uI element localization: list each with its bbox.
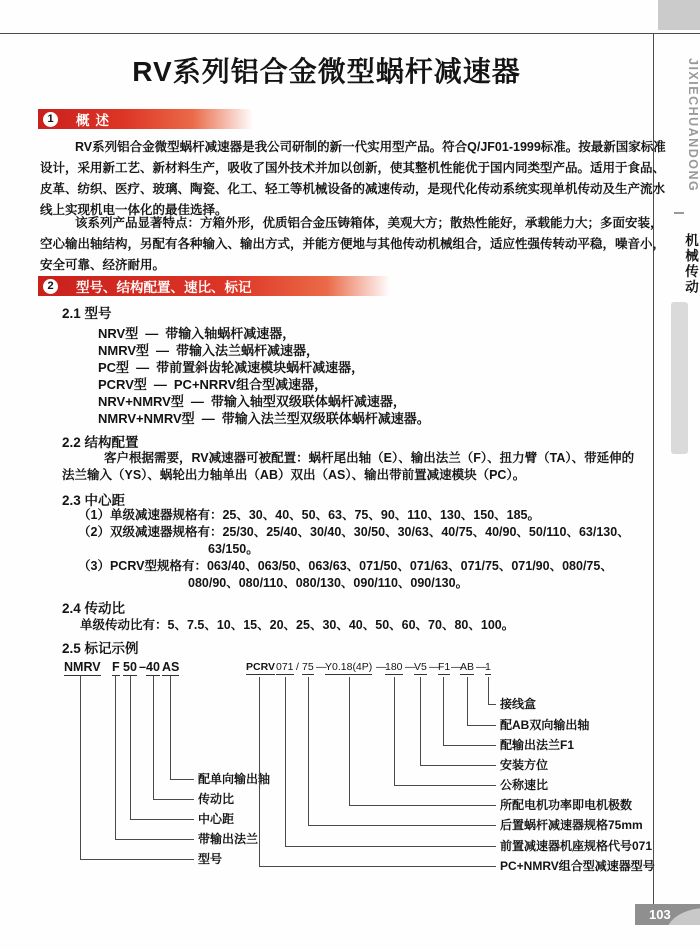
overview-paragraph-2 [40, 213, 666, 276]
marking-code-part: V5 [414, 661, 427, 673]
diagram-connector-line [308, 677, 496, 826]
section1-header-bar [38, 109, 253, 129]
model-separator: — [156, 343, 170, 358]
model-description: 带输入轴蜗杆减速器， [165, 326, 296, 341]
sidebar-corner-box [658, 0, 700, 30]
marking-code-part: 75 [302, 661, 314, 673]
section1-title: 概述 [76, 113, 115, 128]
heading-2-2: 2.2 结构配置 [62, 435, 139, 450]
marking-code-part: F [112, 660, 120, 674]
model-separator: — [190, 394, 204, 409]
marking-code-part: AB [460, 661, 475, 673]
diagram-connector-line [285, 677, 496, 847]
diagram-label: 接线盒 [500, 697, 537, 711]
text-line: （3）PCRV型规格有：063/40、063/50、063/63、071/50、071/63、071/75、071/90、080/75、 [78, 559, 613, 573]
marking-code-part: 40 [146, 660, 160, 674]
model-separator: — [201, 411, 215, 426]
marking-code-part: PCRV [246, 661, 275, 673]
model-code: NMRV型 [98, 343, 150, 358]
heading-2-4: 2.4 传动比 [62, 601, 126, 616]
model-separator: — [145, 326, 159, 341]
top-rule [0, 33, 700, 34]
marking-code-part: 1 [485, 661, 491, 673]
page-number-swoosh [666, 908, 700, 925]
diagram-label: 公称速比 [500, 778, 549, 792]
text-line: 设计，采用新工艺、新材料生产，吸收了国外技术并加以创新，使其整机性能优于国内同类型产品。适用于食品、 [40, 161, 666, 175]
model-type-row [98, 376, 430, 393]
diagram-connector-line [349, 677, 496, 806]
overview-paragraph-1 [40, 137, 666, 221]
text-line: 安全可靠、经济耐用。 [40, 258, 166, 272]
text-line: 该系列产品显著特点：方箱外形，优质铝合金压铸箱体，美观大方；散热性能好，承载能力大；多面安装， [75, 216, 663, 230]
heading-2-1: 2.1 型号 [62, 306, 112, 321]
marking-code-part: — [451, 661, 462, 673]
diagram-connector-line [153, 676, 194, 800]
model-description: 带输入法兰型双级联体蜗杆减速器。 [221, 411, 430, 426]
marking-code-part: 071 [276, 661, 294, 673]
center-distance-text [78, 507, 630, 592]
model-type-row [98, 359, 430, 376]
section2-header-bar [38, 276, 390, 296]
diagram-label: 配单向输出轴 [198, 772, 271, 786]
ratio-text: 单级传动比有：5、7.5、10、15、20、25、30、40、50、60、70、80、100。 [80, 618, 515, 632]
model-code: PC型 [98, 360, 130, 375]
sidebar-gray-bar [671, 302, 688, 454]
model-separator: — [136, 360, 150, 375]
page-number-box [635, 904, 700, 925]
page-title: RV系列铝合金微型蜗杆减速器 [132, 56, 521, 87]
diagram-connector-line [170, 676, 194, 780]
diagram-label: 前置减速器机座规格代号071 [500, 839, 653, 853]
diagram-label: 中心距 [198, 812, 235, 826]
diagram-label: 配输出法兰F1 [500, 738, 575, 752]
marking-code-part: / [296, 661, 299, 673]
text-line: 080/90、080/110、080/130、090/110、090/130。 [188, 576, 469, 590]
diagram-label: 配AB双向输出轴 [500, 718, 590, 732]
diagram-connector-line [115, 676, 194, 840]
diagram-label: PC+NMRV组合型减速器型号 [500, 859, 655, 873]
text-line: 空心输出轴结构，另配有各种输入、输出方式，并能方便地与其他传动机械组合，适应性强传转动平稳，噪音小， [40, 237, 666, 251]
model-type-row [98, 325, 430, 342]
diagram-label: 后置蜗杆减速器规格75mm [500, 818, 643, 832]
model-description: 带输入法兰蜗杆减速器， [176, 343, 320, 358]
text-line: 皮革、纺织、医疗、玻璃、陶瓷、化工、轻工等机械设备的减速传动，是现代化传动系统实现单机传动及生产流水 [40, 182, 666, 196]
marking-code-part: — [429, 661, 440, 673]
diagram-connector-line [80, 676, 194, 860]
diagram-label: 所配电机功率即电机极数 [500, 798, 633, 812]
marking-code-part: 50 [123, 660, 137, 674]
sidebar-brand-vertical: JIXIECHUANDONG [686, 57, 700, 193]
model-description: 带前置斜齿轮减速模块蜗杆减速器， [156, 360, 365, 375]
text-line: 法兰输入（YS）、蜗轮出力轴单出（AB）双出（AS）、输出带前置减速模块（PC）。 [62, 467, 526, 482]
text-line: RV系列铝合金微型蜗杆减速器是我公司研制的新一代实用型产品。符合Q/JF01-1999标准。按最新国家标准 [75, 140, 666, 154]
model-type-list [98, 325, 430, 427]
text-line: （1）单级减速器规格有：25、30、40、50、63、75、90、110、130、150、185。 [78, 508, 541, 522]
marking-code-part: — [476, 661, 487, 673]
diagram-connector-line [130, 676, 194, 820]
marking-code-part: AS [162, 660, 180, 674]
diagram-connector-line [488, 677, 496, 705]
heading-2-3: 2.3 中心距 [62, 493, 126, 508]
diagram-label: 安装方位 [500, 758, 549, 772]
model-code: NRV+NMRV型 [98, 394, 184, 409]
marking-code-part: — [405, 661, 416, 673]
structure-config-text [62, 450, 634, 483]
model-description: 带输入轴型双级联体蜗杆减速器， [210, 394, 406, 409]
text-line: 63/150。 [208, 542, 259, 556]
diagram-connector-line [443, 677, 496, 746]
page-number: 103 [649, 907, 671, 922]
model-type-row [98, 410, 430, 427]
diagram-connector-line [420, 677, 496, 766]
model-code: PCRV型 [98, 377, 147, 392]
section1-number-badge: 1 [43, 112, 58, 127]
section2-number-badge: 2 [43, 279, 58, 294]
model-type-row [98, 342, 430, 359]
marking-code-part: – [139, 660, 146, 674]
diagram-connector-line [467, 677, 496, 726]
text-line: （2）双级减速器规格有：25/30、25/40、30/40、30/50、30/63、40/75、40/90、50/110、63/130、 [78, 525, 630, 539]
model-code: NMRV+NMRV型 [98, 411, 195, 426]
marking-code-part: — [316, 661, 327, 673]
model-type-row [98, 393, 430, 410]
sidebar-dash [674, 212, 684, 214]
diagram-label: 传动比 [198, 792, 235, 806]
heading-2-5: 2.5 标记示例 [62, 641, 139, 656]
marking-code-part: NMRV [64, 660, 101, 674]
text-line: 客户根据需要，RV减速器可被配置：蜗杆尾出轴（E）、输出法兰（F）、扭力臂（TA）、带延伸的 [104, 451, 635, 465]
marking-code-part: — [376, 661, 387, 673]
marking-code-part: Y0.18(4P) [325, 661, 373, 673]
diagram-connector-line [259, 677, 496, 867]
marking-code-part: F1 [438, 661, 451, 673]
section2-title: 型号、结构配置、速比、标记 [76, 280, 252, 295]
sidebar-category-vertical: 机械传动 [683, 233, 698, 295]
model-code: NRV型 [98, 326, 139, 341]
model-description: PC+NRRV组合型减速器， [173, 377, 328, 392]
diagram-label: 带输出法兰 [198, 832, 259, 846]
model-separator: — [153, 377, 167, 392]
diagram-connector-line [394, 677, 496, 786]
diagram-label: 型号 [198, 852, 223, 866]
marking-code-part: 180 [385, 661, 403, 673]
text-line: 线上实现机电一体化的最佳选择。 [40, 203, 228, 217]
